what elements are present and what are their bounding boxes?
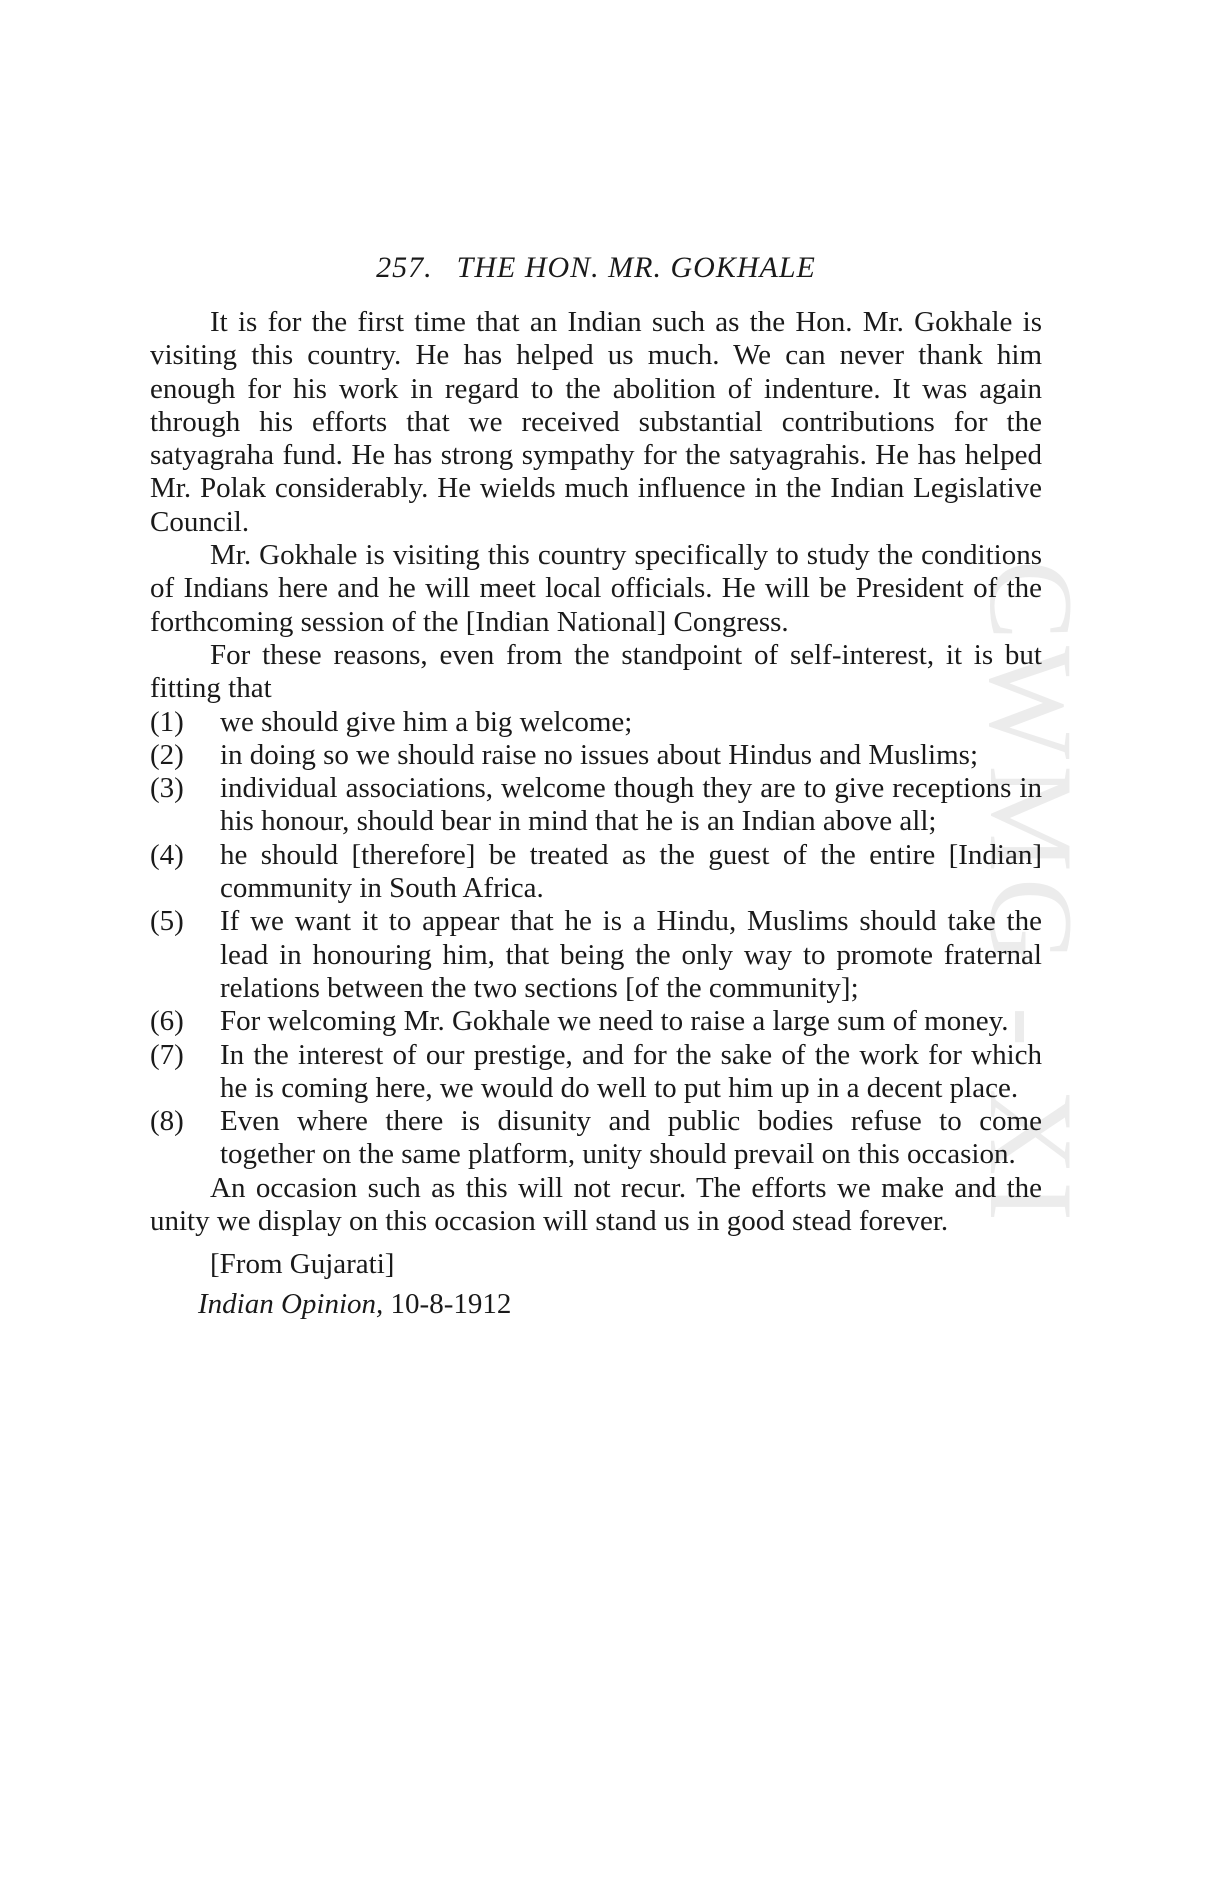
watermark-text: CWMG - XI — [965, 560, 1098, 1228]
list-item — [150, 1039, 1042, 1106]
list-item-text: If we want it to appear that he is a Hindu, Muslims should take the lead in honouring him, that being the only way to promote fraternal relations between the two sections [of the community]; — [220, 905, 1042, 1004]
list-item-text: For welcoming Mr. Gokhale we need to raise a large sum of money. — [220, 1005, 1009, 1038]
list-item — [150, 1005, 1042, 1038]
document-title — [150, 248, 1042, 288]
list-marker: (3) — [150, 772, 184, 805]
document-title-text: THE HON. MR. GOKHALE — [456, 251, 816, 284]
document-page — [150, 248, 1042, 1324]
list-marker: (6) — [150, 1005, 184, 1038]
list-marker: (4) — [150, 838, 184, 871]
list-item — [150, 839, 1042, 906]
paragraph-2: Mr. Gokhale is visiting this country specifically to study the conditions of Indians here and he will meet local officials. He will be President of the forthcoming session of the [Indian National] Congress. — [150, 539, 1042, 638]
list-item-text: Even where there is disunity and public bodies refuse to come together on the same platform, unity should prevail on this occasion. — [220, 1105, 1042, 1171]
list-marker: (2) — [150, 738, 184, 771]
citation-date: 10-8-1912 — [390, 1288, 512, 1321]
list-item-text: individual associations, welcome though they are to give receptions in his honour, should bear in mind that he is an Indian above all; — [220, 772, 1042, 838]
paragraph-1: It is for the first time that an Indian such as the Hon. Mr. Gokhale is visiting this country. He has helped us much. We can never thank him enough for his work in regard to the abolition of indenture. It was again through his efforts that we received substantial contributions for the satyagraha fund. He has strong sympathy for the satyagrahis. He has helped Mr. Polak considerably. He wields much influence in the Indian Legislative Council. — [150, 306, 1042, 538]
document-number: 257. — [376, 251, 433, 284]
list-item-text: In the interest of our prestige, and for the sake of the work for which he is coming here, we would do well to put him up in a decent place. — [220, 1038, 1042, 1104]
closing-paragraph: An occasion such as this will not recur. The efforts we make and the unity we display on this occasion will stand us in good stead forever. — [150, 1171, 1042, 1238]
list-item-text: he should [therefore] be treated as the guest of the entire [Indian] community in South Africa. — [220, 838, 1042, 905]
citation — [198, 1284, 1042, 1324]
list-marker: (1) — [150, 705, 184, 738]
source-note: [From Gujarati] — [210, 1248, 395, 1281]
list-item — [150, 905, 1042, 1005]
list-item — [150, 772, 1042, 839]
list-item — [150, 1105, 1042, 1172]
list-marker: (8) — [150, 1105, 184, 1138]
paragraph-3: For these reasons, even from the standpoint of self-interest, it is but fitting that — [150, 638, 1042, 705]
list-marker: (5) — [150, 905, 184, 938]
list-item — [150, 706, 1042, 739]
numbered-list — [150, 706, 1042, 1172]
list-item-text: in doing so we should raise no issues about Hindus and Muslims; — [220, 738, 979, 771]
list-marker: (7) — [150, 1038, 184, 1071]
citation-publication: Indian Opinion, — [198, 1288, 384, 1321]
list-item-text: we should give him a big welcome; — [220, 705, 633, 738]
list-item — [150, 739, 1042, 772]
